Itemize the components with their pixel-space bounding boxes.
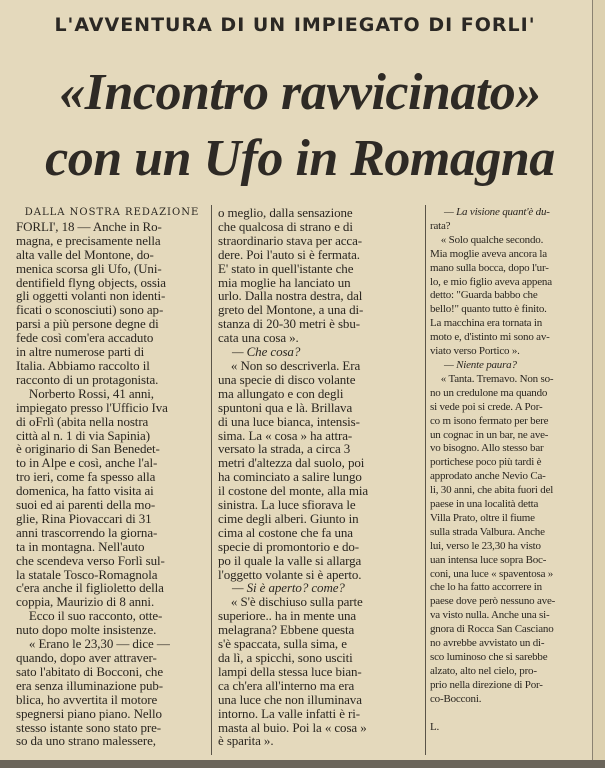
text-line: stesso istante sono stato pre- <box>16 719 162 735</box>
text-line: è sparita ». <box>218 733 274 749</box>
text-line: mano sulla bocca, dopo l'ur- <box>430 261 549 274</box>
text-line: suoi ed ai parenti della mo- <box>16 497 156 513</box>
text-line: viato verso Portico ». <box>430 345 520 358</box>
text-line: cata una cosa ». <box>218 330 299 346</box>
text-line: di oFrlì (abita nella nostra <box>16 413 149 429</box>
text-line: — Che cosa? <box>232 344 301 360</box>
text-line: portichese poco più tardi è <box>430 456 542 469</box>
headline-line-2: con un Ufo in Romagna <box>45 130 555 187</box>
text-line: menica scorsa gli Ufo, (Uni- <box>16 260 162 276</box>
text-line: approdato anche Nevio Ca- <box>430 470 546 483</box>
text-line: tro ieri, come fa spesso alla <box>16 469 156 485</box>
text-line: masta al buio. Poi la « cosa » <box>218 719 367 735</box>
text-line: detto: "Guarda babbo che <box>430 289 538 302</box>
text-line: cima al costone che fa una <box>218 524 353 540</box>
text-line: Norberto Rossi, 41 anni, <box>16 385 154 401</box>
text-line: ha cominciato a salire lungo <box>218 469 362 485</box>
text-line: melagrana? Ebbene questa <box>218 622 355 638</box>
text-line: « S'è dischiuso sulla parte <box>218 594 363 610</box>
text-line: mia moglie ha lanciato un <box>218 274 351 290</box>
text-line: — Niente paura? <box>444 358 517 371</box>
text-line: ta in montagna. Nell'auto <box>16 538 145 554</box>
text-line: — Si è aperto? come? <box>232 580 345 596</box>
text-line: impiegato presso l'Ufficio Iva <box>16 399 168 415</box>
text-line: coni, una luce « spaventosa » <box>430 567 554 580</box>
text-line: gli oggetti volanti non identi- <box>16 288 166 304</box>
text-line: ma allungato e con degli <box>218 385 344 401</box>
text-line: lui, verso le 23,30 ha visto <box>430 539 541 552</box>
text-line: è originario di San Benedet- <box>16 441 160 457</box>
text-line: « Tanta. Tremavo. Non so- <box>430 372 554 385</box>
text-line: fede così com'era accaduto <box>16 330 154 346</box>
text-line: spegnersi piano piano. Nello <box>16 705 162 721</box>
article-column-3 <box>430 206 590 734</box>
text-line: nuto dopo molte insistenze. <box>16 622 157 638</box>
text-line: il costone del monte, alla mia <box>218 483 369 499</box>
text-line: no un credulone ma quando <box>430 386 548 399</box>
text-line: dentifield flyng objects, ossia <box>16 274 166 290</box>
text-line: Ecco il suo racconto, otte- <box>16 608 163 624</box>
text-line: coppia, Maurizio di 8 anni. <box>16 594 155 610</box>
text-line: prio nella direzione di Por- <box>430 678 543 691</box>
text-line: vo bisogno. Allo stesso bar <box>430 442 544 455</box>
text-line: no avrebbe avvistato un di- <box>430 637 545 650</box>
text-line: città al n. 1 di via Sapinia) <box>16 427 150 443</box>
text-line: « Solo qualche secondo. <box>430 233 544 246</box>
text-line: da lì, a spicchi, sono usciti <box>218 650 353 665</box>
text-line: Mia moglie aveva ancora la <box>430 247 547 260</box>
text-line: una specie di disco volante <box>218 371 356 387</box>
column-divider <box>211 205 212 755</box>
text-line: che qualcosa di strano e di <box>218 218 353 234</box>
text-line: paese dove però nessuno ave- <box>430 595 556 608</box>
text-line: parsi a più persone degne di <box>16 316 159 332</box>
text-line: di una luce bianca, intensis- <box>218 413 360 429</box>
text-line: paese in una località detta <box>430 498 539 511</box>
text-line: s'è spaccata, sulla sima, e <box>218 636 347 652</box>
text-line: un cognac in un bar, ne ave- <box>430 428 549 441</box>
text-line: una luce che non illuminava <box>218 691 362 707</box>
text-line: FORLI', 18 — Anche in Ro- <box>16 218 162 234</box>
text-line: metri d'altezza dal suolo, poi <box>218 455 365 471</box>
text-line: che lo ha fatto accorrere in <box>430 581 542 594</box>
text-line: in altre numerose parti di <box>16 344 145 360</box>
text-line: si vede poi si crede. A Por- <box>430 400 543 413</box>
text-line: blica, ho avvertita il motore <box>16 691 158 707</box>
text-line: lo, e mio figlio aveva appena <box>430 275 552 288</box>
text-line: co m isono fermato per bere <box>430 414 549 427</box>
text-line: to in Alpe e così, anche l'al- <box>16 455 158 471</box>
text-line: domenica, ha fatto visita ai <box>16 483 154 499</box>
column-divider <box>425 205 426 755</box>
byline: DALLA NOSTRA REDAZIONE <box>24 207 200 218</box>
text-line: l'oggetto volante si è aperto. <box>218 566 362 582</box>
text-line: anni trascorrendo la giorna- <box>16 524 158 540</box>
text-line: che scendeva verso Forlì sul- <box>16 552 165 568</box>
text-line: po il quale la valle si allarga <box>218 552 362 568</box>
text-line: alzato, alto nel cielo, pro- <box>430 664 537 677</box>
text-line: era senza illuminazione pub- <box>16 677 163 693</box>
text-line: spuntoni qua e là. Brillava <box>218 399 353 415</box>
text-line: la statale Tosco-Romagnola <box>16 566 158 582</box>
article-column-1 <box>16 206 208 748</box>
text-line: specie di promontorio e do- <box>218 538 359 554</box>
text-line: L. <box>430 720 440 733</box>
text-line: sulla strada Valbura. Anche <box>430 525 545 538</box>
text-line: greto del Montone, a una di- <box>218 302 364 318</box>
text-line: « Non so descriverla. Era <box>218 357 361 373</box>
text-line: ca ch'era all'interno ma era <box>218 677 355 693</box>
text-line: straordinario stava per acca- <box>218 232 362 248</box>
text-line: sco luminoso che si sarebbe <box>430 651 548 663</box>
text-line: moto e, d'istinto mi sono av- <box>430 331 550 344</box>
text-line: sato l'abitato di Bocconi, che <box>16 663 163 679</box>
text-line: dere. Poi l'auto si è fermata. <box>218 246 360 262</box>
bottom-rule <box>0 760 605 768</box>
text-line: cime degli alberi. Giunto in <box>218 510 359 526</box>
text-line: o meglio, dalla sensazione <box>218 205 353 220</box>
headline-line-1: «Incontro ravvicinato» <box>59 64 541 121</box>
text-line: rata? <box>430 219 451 232</box>
article-column-2 <box>218 206 422 748</box>
text-line: lampi della stessa luce bian- <box>218 663 362 679</box>
text-line: quando, dopo aver attraver- <box>16 650 157 665</box>
kicker: L'AVVENTURA DI UN IMPIEGATO DI FORLI' <box>54 14 536 36</box>
text-line: alta valle del Montone, do- <box>16 246 154 262</box>
text-line: superiore.. ha in mente una <box>218 608 357 624</box>
text-line: va visto nulla. Anche una si- <box>430 609 550 622</box>
text-line: bello!" quanto tutto è finito. <box>430 303 547 316</box>
text-line: ficati o sconosciuti) sono ap- <box>16 302 164 318</box>
text-line: magna, e precisamente nella <box>16 232 161 248</box>
text-line: intorno. La valle infatti è ri- <box>218 705 361 721</box>
text-line: co-Bocconi. <box>430 692 482 705</box>
text-line: sima. La « cosa » ha attra- <box>218 427 353 443</box>
text-line: urlo. Dalla nostra destra, dal <box>218 288 363 304</box>
text-line: La macchina era tornata in <box>430 317 543 330</box>
text-line: « Erano le 23,30 — dice — <box>16 636 170 652</box>
text-line: stanza di 20-30 metri è sbu- <box>218 316 360 332</box>
text-line: Italia. Abbiamo raccolto il <box>16 357 150 373</box>
text-line: glie, Rina Piovaccari di 31 <box>16 510 152 526</box>
adjacent-page-edge <box>592 0 605 768</box>
text-line: E' stato in quell'istante che <box>218 260 354 276</box>
text-line: racconto di un protagonista. <box>16 371 159 387</box>
text-line <box>430 707 590 721</box>
text-line: Villa Prato, oltre il fiume <box>430 511 535 524</box>
text-line: c'era anche il figlioletto della <box>16 580 164 596</box>
text-line: gnora di Rocca San Casciano <box>430 623 554 636</box>
text-line: versato la strada, a circa 3 <box>218 441 351 457</box>
text-line: sinistra. La luce sfiorava le <box>218 497 356 513</box>
text-line: — La visione quant'è du- <box>444 206 550 218</box>
text-line: so da uno strano malessere, <box>16 733 156 749</box>
text-line: li, 30 anni, che abita fuori del <box>430 484 554 497</box>
text-line: uan intensa luce sopra Boc- <box>430 553 547 566</box>
